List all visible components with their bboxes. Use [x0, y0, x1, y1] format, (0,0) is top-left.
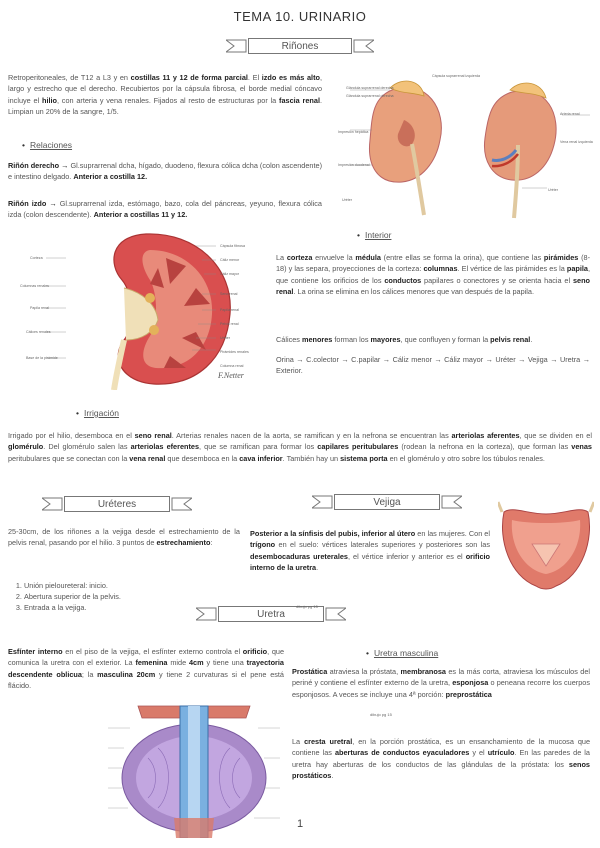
- kidney-section-label: Uréter: [220, 336, 230, 340]
- kidney-section-illustration: [46, 228, 246, 390]
- page-number: 1: [296, 818, 304, 830]
- irrigacion-paragraph: Irrigado por el hilio, desemboca en el seno renal. Arterias renales nacen de la aorta, se ramifican y en la nefrona se encuentran las arteriolas aferentes, que se dividen en el glomérulo. Del glomérulo salen las arteriolas eferentes, que se ramifican para formar los capilares peritubulares (rodean la nefrona en la corteza), que forman las venas peritubulares que se conectan con la vena renal que desemboca en la cava inferior. También hay un sistema porta en el glomérulo y otro sobre los túbulos renales.: [8, 431, 592, 463]
- interior-paragraph-1: La corteza envuelve la médula (entre ellas se forma la orina), que contiene las pirámides (8-18) y las separa, proyecciones de la corteza: columnas. El vértice de las pirámides es la papila, que contiene los orificios de los conductos papilares o conectores y se orienta hacia el seno renal. La orina se elimina en los cálices menores que van después de la papila.: [276, 253, 591, 297]
- relacion-rinon-izquierdo: Riñón izdo → Gl.suprarrenal izda, estómago, bazo, cola del páncreas, yeyuno, flexura cólica izda (colon descendente). Anterior a costillas 11 y 12.: [8, 199, 322, 220]
- kidney-views-illustration: [332, 70, 594, 220]
- bullet-relaciones: • Relaciones: [22, 140, 72, 150]
- uretra-paragraph: Esfínter interno en el piso de la vejiga, el esfínter externo controla el orificio, que comunica la uretra con el exterior. La femenina mide 4cm y tiene una trayectoria descendente oblicua; la masculina 20cm y tiene 2 curvaturas si el pene está flácido.: [8, 647, 285, 691]
- prostate-urethra-illustration: [108, 698, 280, 838]
- kidney-section-label: Cápsula fibrosa: [220, 244, 245, 248]
- kidney-section-label: Seno renal: [220, 292, 238, 296]
- relacion-rinon-derecho: Riñón derecho → Gl.suprarrenal dcha, hígado, duodeno, flexura cólica dcha (colon ascendente) e intestino delgado. Anterior a costilla 12.: [8, 161, 322, 182]
- kidney-views-label: Uréter: [342, 198, 352, 202]
- kidney-views-label: Arteria renal: [560, 112, 580, 116]
- section-title-ureteres: Uréteres: [64, 496, 170, 512]
- kidney-section-label: Pelvis renal: [220, 322, 239, 326]
- section-banner-ureteres: [42, 496, 192, 512]
- section-title-uretra: Uretra: [218, 606, 324, 622]
- uretra-note: dibujo pg 15: [296, 604, 318, 609]
- kidney-left-label: Columnas renales: [20, 284, 49, 288]
- kidney-views-label: Glándula suprarrenal derecha: [346, 94, 394, 98]
- kidney-section-label: Papila renal: [220, 308, 239, 312]
- section-banner-vejiga: [312, 494, 462, 510]
- svg-text:F.Netter: F.Netter: [218, 371, 244, 380]
- uretra-masculina-note: dibujo pg 15: [370, 712, 392, 717]
- step-item: 1. Unión pieloureteral: inicio.: [24, 580, 254, 591]
- bullet-interior: • Interior: [357, 230, 391, 240]
- kidney-views-label: Glándula suprarrenal derecha: [346, 86, 394, 90]
- kidney-views-label: Vena renal izquierda: [560, 140, 593, 144]
- section-title-vejiga: Vejiga: [334, 494, 440, 510]
- kidney-views-label: Impresión hepática: [338, 130, 369, 134]
- uretra-masculina-paragraph-2: La cresta uretral, en la porción prostática, es un ensanchamiento de la mucosa que contiene las aberturas de conductos eyaculadores y el utrículo. En las paredes de la uretra hay aberturas de los conductos de las glándulas de la próstata: los senos prostáticos.: [292, 737, 590, 781]
- intro-paragraph: Retroperitoneales, de T12 a L3 y en costillas 11 y 12 de forma parcial. El izdo es más alto, largo y estrecho que el derecho. Recubiertos por la cápsula fibrosa, el borde medial cóncavo incluye el hilio, con arteria y vena renales. Fijados al resto de estructuras por la fascia renal. Limpian un 20% de la sangre, 1/5.: [8, 73, 322, 117]
- kidney-left-label: Base de la pirámide: [26, 356, 58, 360]
- bullet-uretra-masculina: • Uretra masculina: [366, 648, 438, 658]
- kidney-views-label: Impresión duodenal: [338, 163, 370, 167]
- section-banner-uretra: [196, 606, 346, 622]
- vejiga-paragraph: Posterior a la sínfisis del pubis, inferior al útero en las mujeres. Con el trígono en el suelo: vértices laterales superiores y posteriores son las desembocaduras ureterales, el vértice inferior y anterior es el orificio interno de la uretra.: [250, 529, 491, 573]
- bladder-illustration: [498, 500, 594, 592]
- page-title: TEMA 10. URINARIO: [233, 9, 367, 24]
- bullet-irrigacion: • Irrigación: [76, 408, 119, 418]
- kidney-left-label: Corteza: [30, 256, 43, 260]
- uretra-masculina-paragraph-1: Prostática atraviesa la próstata, membranosa es la más corta, atraviesa los músculos del periné y contiene el esfínter externo de la uretra, esponjosa o peneana recorre los cuerpos esponjosos. A veces se incluye una 4ª porción: preprostática: [292, 667, 590, 699]
- kidney-section-label: Cáliz menor: [220, 258, 240, 262]
- ureteres-paragraph: 25-30cm, de los riñones a la vejiga desde el estrechamiento de la pelvis renal, pasando por el hilio. 3 puntos de estrechamiento:: [8, 527, 240, 548]
- step-item: 3. Entrada a la vejiga.: [24, 602, 254, 613]
- kidney-section-label: Pirámides renales: [220, 350, 249, 354]
- kidney-left-label: Cálices renales: [26, 330, 51, 334]
- interior-flow: Orina → C.colector → C.papilar → Cáliz menor → Cáliz mayor → Uréter → Vejiga → Uretra → Exterior.: [276, 355, 590, 376]
- kidney-section-label: Columna renal: [220, 364, 244, 368]
- step-item: 2. Abertura superior de la pelvis.: [24, 591, 254, 602]
- interior-paragraph-2: Cálices menores forman los mayores, que confluyen y forman la pelvis renal.: [276, 335, 533, 344]
- kidney-views-label: Cápsula suprarrenal izquierda: [432, 74, 480, 78]
- kidney-views-label: Uréter: [548, 188, 558, 192]
- section-banner-rinones: [226, 38, 374, 54]
- kidney-section-label: Cáliz mayor: [220, 272, 239, 276]
- section-title-rinones: Riñones: [248, 38, 352, 54]
- kidney-left-label: Papila renal: [30, 306, 49, 310]
